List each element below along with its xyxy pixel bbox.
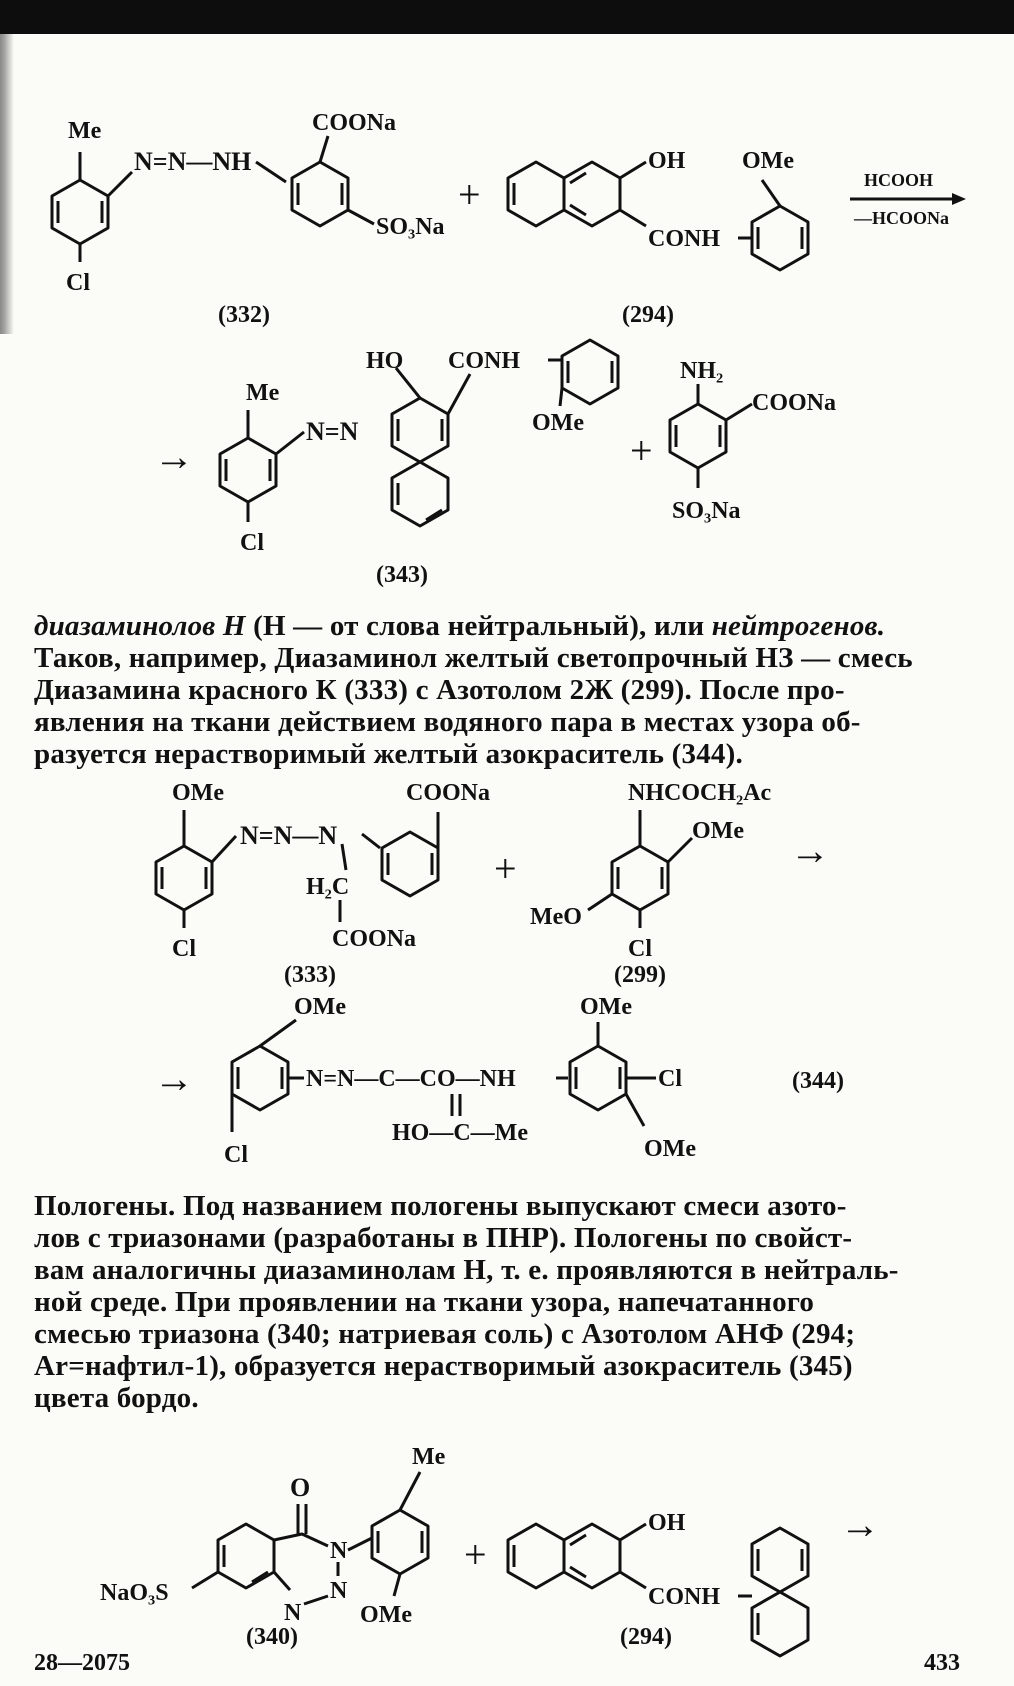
c344-ome-top: OMe (580, 994, 632, 1020)
c332-so3na: SO₃Na (376, 214, 445, 240)
c294-ome: OMe (742, 148, 794, 174)
arrow1-below: —HCOONa (854, 208, 950, 228)
arrow4: → (154, 1056, 194, 1101)
page-number: 433 (924, 1650, 960, 1676)
p1-line4: явления на ткани действием водяного пара в местах узора об- (34, 706, 861, 738)
plus-2: + (630, 428, 653, 473)
paragraph-2 (34, 1190, 964, 1414)
c333-coona-top: COONa (406, 780, 490, 806)
c332-label: (332) (218, 302, 270, 328)
p2-line2: лов с триазонами (разработаны в ПНР). Пологены по свойст- (34, 1222, 853, 1254)
c340-me: Me (412, 1444, 446, 1470)
arrow5: → (840, 1502, 880, 1547)
c343-cl: Cl (240, 530, 264, 556)
byproduct-coona: COONa (752, 390, 836, 416)
p2-line7: цвета бордо. (34, 1382, 199, 1414)
c294-oh: OH (648, 148, 686, 174)
c343-link: N=N (306, 417, 359, 446)
c294b-label: (294) (620, 1624, 672, 1650)
c299-ome: OMe (692, 818, 744, 844)
plus-4: + (464, 1532, 487, 1577)
c332-coona: COONa (312, 110, 396, 136)
p1-line3: Диазамина красного К (333) с Азотолом 2Ж (299). После про- (34, 674, 845, 706)
plus-1: + (458, 172, 481, 217)
paragraph-1 (34, 610, 964, 770)
p1-line2: Таков, например, Диазаминол желтый светопрочный НЗ — смесь (34, 642, 913, 674)
c343-label: (343) (376, 562, 428, 588)
c340-n3: N (284, 1600, 302, 1626)
c299-label: (299) (614, 962, 666, 988)
byproduct-nh2: NH₂ (680, 358, 724, 384)
c294b-oh: OH (648, 1510, 686, 1536)
c340-label: (340) (246, 1624, 298, 1650)
c333-link: N=N—N (240, 821, 338, 850)
c343-ho: HO (366, 348, 404, 374)
scheme-1 (0, 100, 1014, 335)
c299-meo: MeO (530, 904, 582, 930)
c299-cl: Cl (628, 936, 652, 962)
c333-h2c: H₂C (306, 874, 350, 900)
arrow1-above: HCOOH (864, 170, 934, 190)
term-neitrogen: нейтрогенов. (711, 610, 886, 642)
c294b-conh: CONH (648, 1584, 720, 1610)
scheme-5 (0, 1426, 1014, 1650)
c344-cl-right: Cl (658, 1066, 682, 1092)
print-signature: 28—2075 (34, 1650, 130, 1676)
c343-conh: CONH (448, 348, 520, 374)
arrow1-head (952, 193, 966, 205)
c340-n1: N (330, 1538, 348, 1564)
c332-link: N=N—NH (134, 147, 252, 176)
p2-line1-rest: Под названием пологены выпускают смеси азото- (175, 1190, 847, 1222)
p2-line4: ной среде. При проявлении на ткани узора, напечатанного (34, 1286, 815, 1318)
scan-top-border (0, 0, 1014, 34)
c343-me: Me (246, 380, 280, 406)
c340-nao3s: NaO₃S (100, 1580, 169, 1606)
p2-line5: смесью триазона (340; натриевая соль) с Азотолом АНФ (294; (34, 1318, 856, 1350)
c343-ome: OMe (532, 410, 584, 436)
c344-ome-left: OMe (294, 994, 346, 1020)
arrow3: → (790, 828, 830, 873)
scheme-3 (0, 776, 1014, 986)
c340-o: O (290, 1473, 311, 1502)
c333-label: (333) (284, 962, 336, 988)
c333-ome: OMe (172, 780, 224, 806)
c333-coona-bottom: COONa (332, 926, 416, 952)
p1-line1-rest: (Н — от слова нейтральный), или (245, 610, 712, 642)
c332-cl: Cl (66, 270, 90, 296)
c294-conh: CONH (648, 226, 720, 252)
byproduct-so3na: SO₃Na (672, 498, 741, 524)
c340-n2: N (330, 1578, 348, 1604)
arrow2: → (154, 434, 194, 479)
c344-cl-left: Cl (224, 1142, 248, 1168)
scheme-4 (0, 990, 1014, 1180)
c333-cl: Cl (172, 936, 196, 962)
c344-ome-bottom: OMe (644, 1136, 696, 1162)
plus-3: + (494, 846, 517, 891)
p2-line6: Ar=нафтил-1), образуется нерастворимый азокраситель (345) (34, 1350, 853, 1382)
term-diazaminol: диазаминолов Н (34, 610, 246, 642)
c332-me: Me (68, 118, 102, 144)
c340-ome: OMe (360, 1602, 412, 1628)
scheme-2 (0, 346, 1014, 596)
heading-pologeny: Пологены. (34, 1190, 176, 1222)
c294-label: (294) (622, 302, 674, 328)
p1-line5: разуется нерастворимый желтый азокраситель (344). (34, 738, 743, 770)
p2-line3: вам аналогичны диазаминолам Н, т. е. проявляются в нейтраль- (34, 1254, 899, 1286)
c344-enol: HO—C—Me (392, 1120, 528, 1146)
c299-nhcoch2ac: NHCOCH₂Ac (628, 780, 772, 806)
c344-label: (344) (792, 1068, 844, 1094)
c344-chain: N=N—C—CO—NH (306, 1066, 516, 1092)
